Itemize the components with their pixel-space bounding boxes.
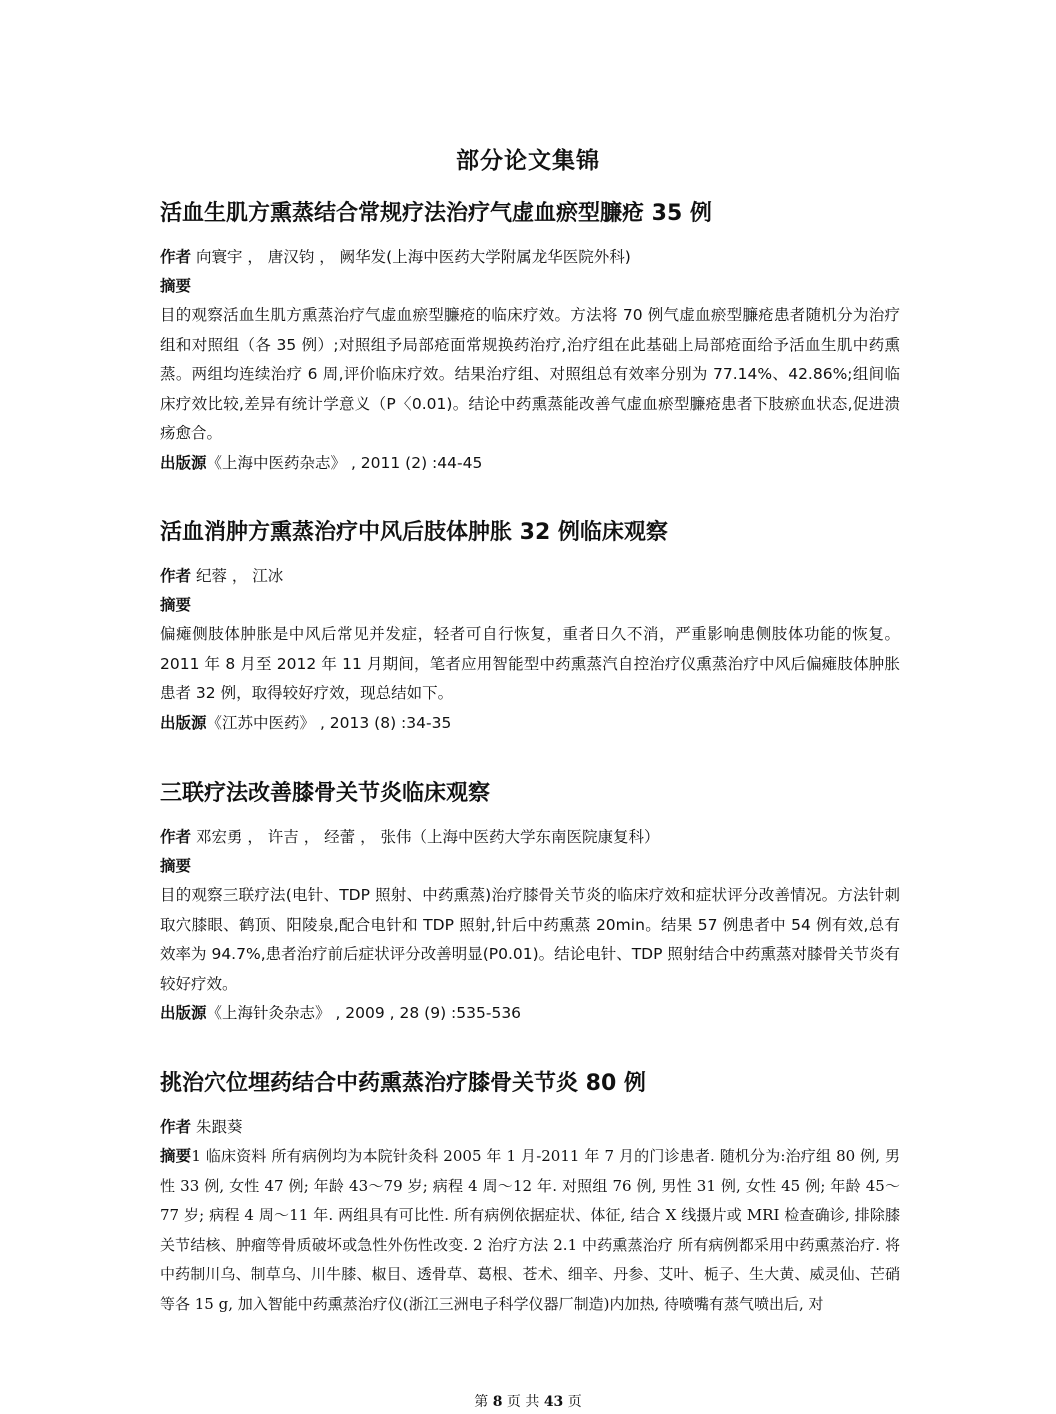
abstract-body: 1 临床资料 所有病例均为本院针灸科 2005 年 1 月-2011 年 7 月的门诊患者. 随机分为:治疗组 80 例, 男性 33 例, 女性 47 例; 年龄 43～79 岁; 病程 4 周～12 年. 对照组 76 例, 男性 31 例, 女性 45 例; 年龄 45～77 岁; 病程 4 周～11 年. 两组具有可比性. 所有病例依据症状、体征, 结合 X 线摄片或 MRI 检查确诊, 排除膝关节结核、肿瘤等骨质破坏或急性外伤性改变. 2 治疗方法 2.1 中药熏蒸治疗 所有病例都采用中药熏蒸治疗. 将中药制川乌、制草乌、川牛膝、椒目、透骨草、葛根、苍术、细辛、丹参、艾叶、栀子、生大黄、威灵仙、芒硝等各 15 g, 加入智能中药熏蒸治疗仪(浙江三洲电子科学仪器厂制造)内加热, 待喷嘴有蒸气喷出后, 对 (160, 1147, 900, 1313)
author-line (160, 243, 900, 272)
source-line (160, 449, 900, 478)
total-page-count: 43 (543, 1394, 564, 1410)
abstract-label: 摘要 (160, 1147, 192, 1165)
author-names: 纪蓉 ， 江冰 (195, 567, 284, 585)
article-title: 挑治穴位埋药结合中药熏蒸治疗膝骨关节炎 80 例 (160, 1071, 646, 1096)
source-line (160, 709, 900, 738)
page-footer (0, 1391, 1056, 1411)
article (160, 1069, 900, 1319)
source-label: 出版源 (160, 453, 207, 472)
author-names: 邓宏勇 ， 许吉 ， 经蕾 ， 张伟（上海中医药大学东南医院康复科） (195, 828, 660, 846)
article (160, 779, 900, 1028)
footer-suffix: 页 (567, 1394, 582, 1410)
source-text: 《江苏中医药》 , 2013 (8) :34-35 (206, 713, 452, 732)
source-text: 《上海中医药杂志》 , 2011 (2) :44-45 (206, 453, 483, 472)
author-label: 作者 (160, 828, 192, 846)
page-title: 部分论文集锦 (456, 148, 600, 174)
abstract-text: 偏瘫侧肢体肿胀是中风后常见并发症，轻者可自行恢复，重者日久不消，严重影响患侧肢体功能的恢复。2011 年 8 月至 2012 年 11 月期间，笔者应用智能型中药熏蒸汽自控治疗仪熏蒸治疗中风后偏瘫肢体肿胀患者 32 例，取得较好疗效，现总结如下。 (160, 625, 900, 702)
author-names: 向寰宇 ， 唐汉钧 ， 阙华发(上海中医药大学附属龙华医院外科) (195, 248, 631, 266)
source-label: 出版源 (160, 1004, 207, 1022)
source-line (160, 999, 900, 1028)
source-label: 出版源 (160, 713, 207, 732)
abstract-label: 摘要 (160, 857, 192, 875)
article (160, 518, 900, 738)
article (160, 199, 900, 478)
author-names: 朱跟葵 (195, 1118, 243, 1136)
article-title: 三联疗法改善膝骨关节炎临床观察 (160, 781, 491, 806)
author-label: 作者 (160, 1118, 192, 1136)
article-title: 活血消肿方熏蒸治疗中风后肢体肿胀 32 例临床观察 (160, 520, 668, 545)
abstract-label: 摘要 (160, 596, 192, 614)
author-label: 作者 (160, 567, 192, 585)
author-line (160, 1113, 900, 1142)
abstract-text: 目的观察活血生肌方熏蒸治疗气虚血瘀型臁疮的临床疗效。方法将 70 例气虚血瘀型臁疮患者随机分为治疗组和对照组（各 35 例）;对照组予局部疮面常规换药治疗,治疗组在此基础上局部疮面给予活血生肌中药熏蒸。两组均连续治疗 6 周,评价临床疗效。结果治疗组、对照组总有效率分别为 77.14%、42.86%;组间临床疗效比较,差异有统计学意义（P〈0.01)。结论中药熏蒸能改善气虚血瘀型臁疮患者下肢瘀血状态,促进溃疡愈合。 (160, 306, 900, 442)
current-page-number: 8 (492, 1394, 503, 1410)
article-title: 活血生肌方熏蒸结合常规疗法治疗气虚血瘀型臁疮 35 例 (160, 201, 712, 226)
author-line (160, 562, 900, 591)
footer-prefix: 第 (474, 1394, 489, 1410)
abstract-label: 摘要 (160, 277, 192, 295)
author-label: 作者 (160, 248, 192, 266)
author-line (160, 823, 900, 852)
footer-middle: 页 共 (506, 1394, 540, 1410)
abstract-text (160, 1142, 900, 1319)
source-text: 《上海针灸杂志》 , 2009 , 28 (9) :535-536 (206, 1004, 522, 1022)
abstract-text: 目的观察三联疗法(电针、TDP 照射、中药熏蒸)治疗膝骨关节炎的临床疗效和症状评分改善情况。方法针刺取穴膝眼、鹤顶、阳陵泉,配合电针和 TDP 照射,针后中药熏蒸 20min。结果 57 例患者中 54 例有效,总有效率为 94.7%,患者治疗前后症状评分改善明显(P0.01)。结论电针、TDP 照射结合中药熏蒸对膝骨关节炎有较好疗效。 (160, 886, 900, 993)
